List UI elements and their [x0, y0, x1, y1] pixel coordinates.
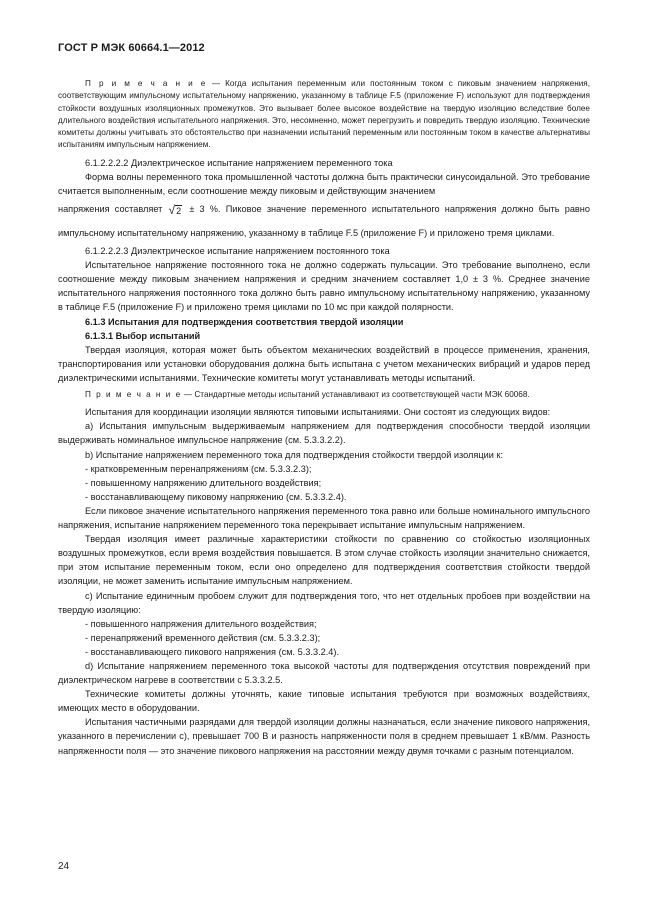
- document-body: [58, 78, 590, 758]
- sub-list-item: - перенапряжений временного действия (см. 5.3.3.2.3);: [85, 632, 321, 643]
- paragraph: Испытания для координации изоляции являются типовыми испытаниями. Они состоят из следующих видов:: [85, 407, 551, 418]
- section-6-1-2-2-2-2-title: 6.1.2.2.2.2 Диэлектрическое испытание напряжением переменного тока: [85, 157, 393, 168]
- paragraph: Технические комитеты должны уточнять, какие типовые испытания требуются при возможных воздействиях, имеющих место в оборудовании.: [58, 689, 590, 714]
- section-6-1-2-2-2-3-title: 6.1.2.2.2.3 Диэлектрическое испытание напряжением постоянного тока: [85, 246, 390, 257]
- section-6-1-3-heading: 6.1.3 Испытания для подтверждения соответствия твердой изоляции: [85, 316, 404, 327]
- section-6-1-3-1-heading: 6.1.3.1 Выбор испытаний: [85, 330, 201, 341]
- paragraph: Если пиковое значение испытательного напряжения переменного тока равно или больше номинального импульсного напряжения, испытание напряжением переменного тока перекрывает испытание импульсным напряжением.: [58, 505, 590, 531]
- formula-text-before: напряжения составляет: [58, 204, 168, 215]
- square-root-formula: √2: [168, 203, 182, 218]
- note-paragraph: [58, 389, 590, 401]
- paragraph: Твердая изоляция имеет различные характеристики стойкости по сравнению со стойкостью изоляционных воздушных промежутков, если время воздействия повышается. В этом случае стойкость изоляции значительно снижается, при этом испытание переменным током, если оно определено для подтверждения соответствия стойкости твердой изоляции, не может заменить испытание импульсным напряжением.: [58, 534, 590, 587]
- sub-list-item: - восстанавливающего пикового напряжения (см. 5.3.3.2.4).: [85, 646, 340, 657]
- formula-text-after: ± 3 %. Пиковое значение переменного испытательного напряжения должно быть равно импульсному испытательному напряжению, указанному в таблице F.5 (приложение F) и приложено тремя циклами.: [58, 204, 590, 239]
- document-header: ГОСТ Р МЭК 60664.1—2012: [58, 42, 205, 54]
- list-item-c: c) Испытание единичным пробоем служит для подтверждения того, что нет отдельных пробоев при воздействии на твердую изоляцию:: [58, 590, 590, 615]
- paragraph-with-formula: [58, 198, 590, 244]
- paragraph: Испытания частичными разрядами для твердой изоляции должны назначаться, если значение пикового напряжения, указанного в перечислении c), превышает 700 В и разность напряженности поля в среднем превышает 1 кВ/мм. Разность напряженности поля — это значение пикового напряжения на расстоянии между двумя точками с разным потенциалом.: [58, 717, 590, 756]
- note-text: — Стандартные методы испытаний устанавливают из соответствующей части МЭК 60068.: [181, 390, 530, 399]
- sub-list-item: - кратковременным перенапряжениям (см. 5.3.3.2.3);: [85, 463, 312, 474]
- sub-list-item: - повышенного напряжения длительного воздействия;: [85, 618, 317, 629]
- paragraph: Твердая изоляция, которая может быть объектом механических воздействий в процессе применения, хранения, транспортирования или установки оборудования должна быть испытана с учетом механических вибраций и ударов перед диэлектрическими испытаниями. Технические комитеты могут устанавливать методы испытаний.: [58, 344, 590, 383]
- list-item-d: d) Испытание напряжением переменного тока высокой частоты для подтверждения отсутствия повреждений при диэлектрическом нагреве в соответствии с 5.3.3.2.5.: [58, 660, 590, 686]
- note-label: П р и м е ч а н и е: [85, 79, 207, 88]
- sub-list-item: - повышенному напряжению длительного воздействия;: [85, 477, 322, 488]
- square-root-value: 2: [176, 206, 182, 217]
- list-item-b: b) Испытание напряжением переменного тока для подтверждения стойкости твердой изоляции к:: [85, 449, 504, 460]
- sub-list-item: - восстанавливающему пиковому напряжению (см. 5.3.3.2.4).: [85, 491, 347, 502]
- note-text: — Когда испытания переменным или постоянным током с пиковым значением напряжения, соответствующим импульсному испытательному напряжению, указанному в таблице F.5 (приложение F) используют для подтверждения стойкости воздушных изоляционных промежутков. Это вызывает более высокое воздействие на твердую изоляцию вследствие более длительного воздействия испытательного напряжения. Это, несомненно, может перегрузить и повредить твердую изоляцию. Технические комитеты должны учитывать это обстоятельство при назначении испытаний переменным или постоянным током в качестве альтернативы испытаниям импульсным напряжением.: [58, 79, 590, 150]
- list-item-a: a) Испытания импульсным выдерживаемым напряжением для подтверждения способности твердой изоляции выдерживать номинальное импульсное напряжение (см. 5.3.3.2.2).: [58, 421, 590, 446]
- note-paragraph: [58, 78, 590, 152]
- paragraph: Форма волны переменного тока промышленной частоты должна быть практически синусоидальной. Это требование считается выполненным, если соотношение между пиковым и действующим значением: [58, 171, 590, 196]
- note-label: П р и м е ч а н и е: [85, 390, 182, 399]
- paragraph: Испытательное напряжение постоянного тока не должно содержать пульсации. Это требование выполнено, если соотношение между пиковым значением напряжения и средним значением составляет 1,0 ± 3 %. Среднее значение испытательного напряжения постоянного тока должно быть равно импульсному испытательному напряжению, указанному в таблице F.5 (приложение F) и приложено тремя циклами по 10 мс при каждой полярности.: [58, 260, 590, 313]
- page-number: 24: [58, 861, 70, 872]
